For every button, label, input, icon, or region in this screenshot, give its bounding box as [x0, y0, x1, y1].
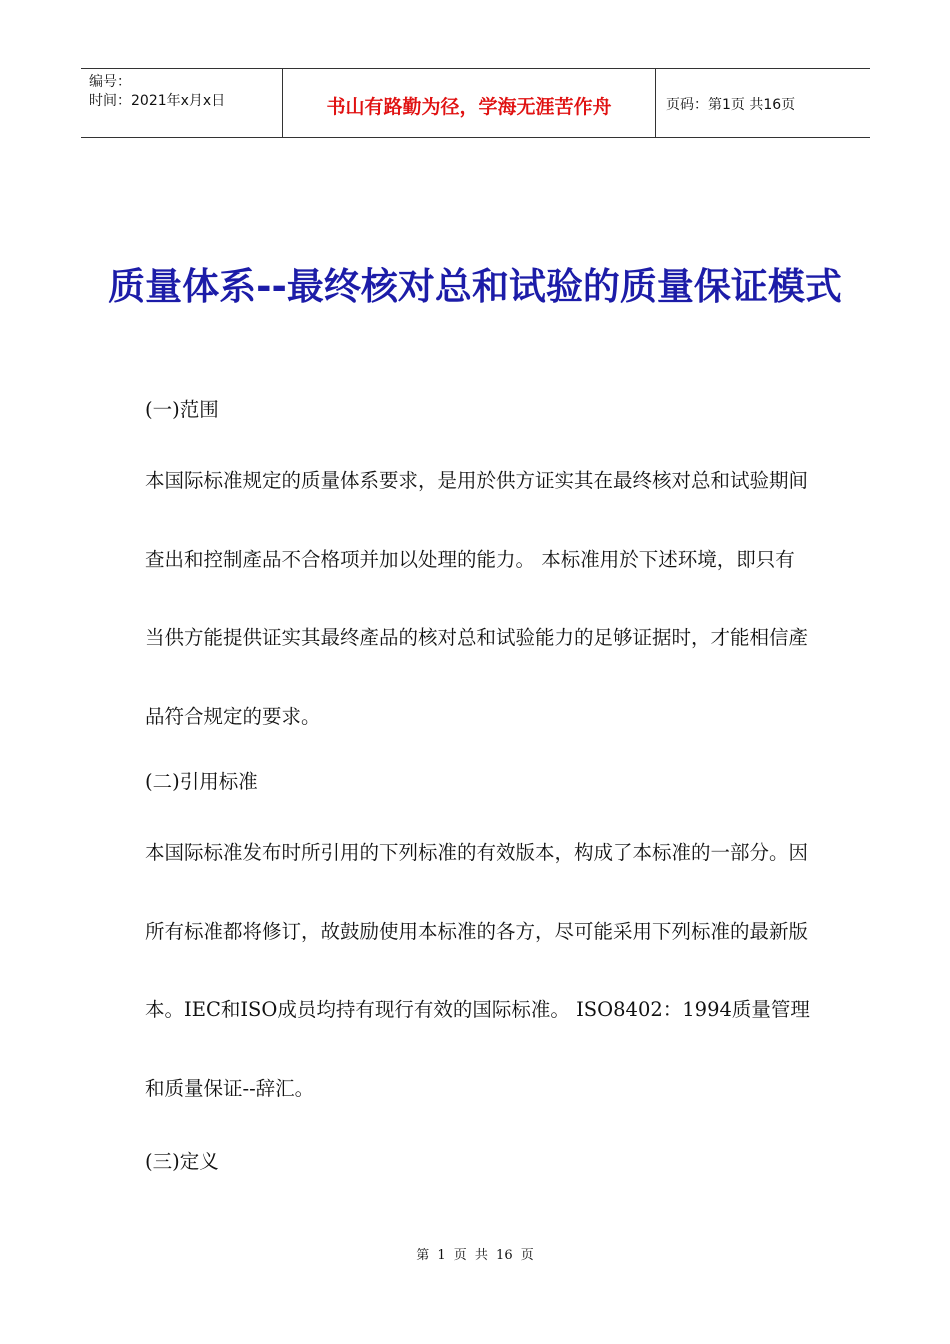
document-time-label: 时间：2021年x月x日 — [89, 93, 226, 109]
document-number-label: 编号： — [89, 74, 131, 90]
section-heading-references: (二)引用标准 — [145, 770, 258, 793]
document-body — [145, 390, 810, 1182]
header-motto: 书山有路勤为径，学海无涯苦作舟 — [282, 69, 656, 137]
section-heading-definitions: (三)定义 — [145, 1150, 219, 1173]
section-heading-scope: (一)范围 — [145, 398, 219, 421]
header-page-info: 页码：第1页 共16页 — [666, 97, 796, 113]
header-meta-cell — [81, 69, 282, 137]
page-header — [81, 68, 870, 138]
section-paragraph-references: 本国际标准发布时所引用的下列标准的有效版本，构成了本标准的一部分。因所有标准都将修订，故鼓励使用本标准的各方，尽可能采用下列标准的最新版本。IEC和ISO成员均持有现行有效的国际标准。 ISO8402：1994质量管理和质量保证--辞汇。 — [145, 841, 810, 1100]
page-footer: 第 1 页 共 16 页 — [416, 1248, 534, 1263]
section-paragraph-scope: 本国际标准规定的质量体系要求，是用於供方证实其在最终核对总和试验期间查出和控制產品不合格项并加以处理的能力。 本标准用於下述环境，即只有当供方能提供证实其最终產品的核对总和试验能力的足够证据时，才能相信產品符合规定的要求。 — [145, 469, 809, 728]
document-title: 质量体系--最终核对总和试验的质量保证模式 — [108, 265, 842, 308]
